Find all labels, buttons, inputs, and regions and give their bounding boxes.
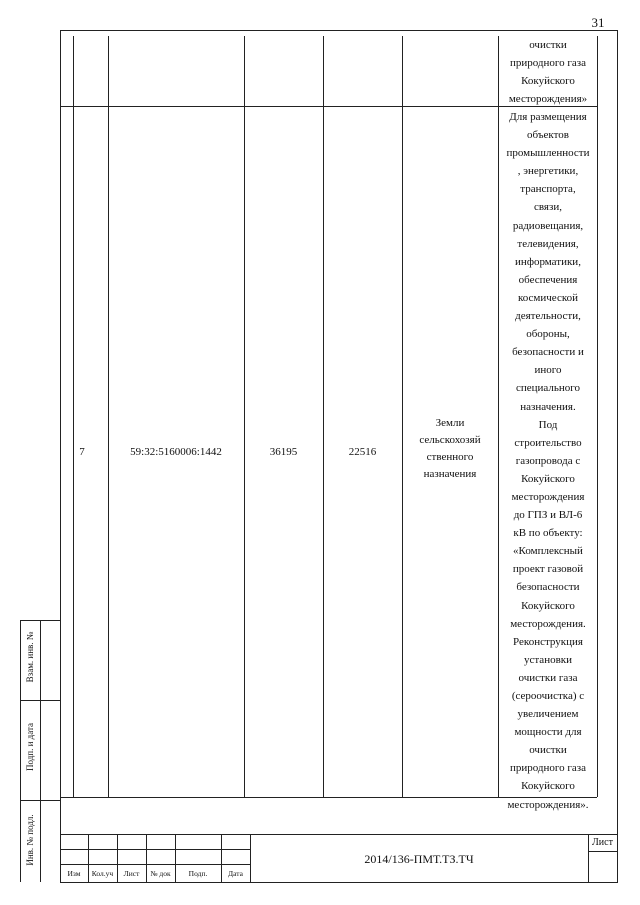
purpose-line: транспорта, [520, 183, 576, 196]
land-category-line: назначения [423, 468, 477, 480]
purpose-line: газопровода с [515, 454, 581, 467]
purpose-line: деятельности, [515, 310, 581, 323]
purpose-line: природного газа [509, 762, 587, 775]
purpose-line: месторождения» [508, 93, 588, 106]
purpose-line: Кокуйского [521, 780, 575, 793]
purpose-line: Реконструкция [513, 635, 583, 648]
purpose-line: Кокуйского [521, 599, 575, 612]
purpose-line: «Комплексный [513, 545, 583, 558]
purpose-line: Под [538, 418, 558, 431]
purpose-line: безопасности [516, 581, 580, 594]
purpose-line: обеспечения [518, 273, 578, 286]
land-category [402, 415, 498, 483]
document-code: 2014/136-ПМТ.ТЗ.ТЧ [364, 852, 474, 866]
purpose-line: , энергетики, [517, 165, 579, 178]
purpose-line: назначения. [520, 400, 576, 413]
side-stamp-label: Инв. № подл. [25, 814, 35, 866]
purpose-line: до ГПЗ и ВЛ-6 [513, 509, 583, 522]
continued-row-purpose [498, 36, 598, 108]
side-stamp-label: Подп. и дата [25, 722, 35, 772]
purpose-line: строительство [514, 436, 582, 449]
purpose-line: (сероочистка) с [511, 690, 585, 702]
land-category-line: сельскохозяй [419, 434, 481, 446]
purpose-line: обороны, [526, 328, 570, 341]
cadastral-number: 59:32:5160006:1442 [130, 446, 222, 458]
purpose-line: промышленности [506, 147, 590, 160]
row-number: 7 [79, 446, 85, 458]
purpose-line: месторождения [511, 490, 585, 503]
purpose-line: Для размещения [509, 111, 587, 123]
purpose-line: проект газовой [512, 563, 584, 576]
purpose-line: специального [515, 382, 581, 395]
purpose-line: природного газа [509, 57, 587, 70]
purpose-line: связи, [534, 201, 562, 214]
purpose-line: объектов [527, 129, 569, 142]
purpose-line: очистки [529, 39, 567, 51]
side-stamp-label: Взам. инв. № [25, 631, 35, 683]
purpose-line: увеличением [517, 708, 579, 721]
purpose-line: Кокуйского [521, 472, 575, 485]
header-signature: Подп. [188, 869, 208, 878]
value-1: 36195 [269, 446, 298, 458]
purpose-line: месторождения. [510, 617, 586, 630]
purpose-line: очистки газа [518, 671, 578, 684]
purpose-line: Кокуйского [521, 75, 575, 88]
purpose-line: месторождения». [507, 798, 589, 811]
purpose-line: безопасности и [512, 346, 584, 359]
land-category-line: ственного [426, 451, 474, 463]
purpose-line: кВ по объекту: [513, 527, 583, 540]
purpose-line: установки [523, 653, 573, 666]
page-number: 31 [591, 15, 605, 30]
purpose-line: мощности для [514, 726, 582, 739]
purpose-line: иного [534, 364, 562, 377]
header-date: Дата [228, 869, 243, 878]
header-kol-uch: Кол.уч [91, 869, 114, 878]
value-2: 22516 [348, 446, 377, 458]
purpose-line: радиовещания, [512, 219, 584, 232]
sheet-label: Лист [592, 837, 613, 848]
land-category-line: Земли [435, 417, 465, 429]
header-izm: Изм [67, 869, 81, 878]
purpose-line: информатики, [515, 255, 581, 268]
purpose-line: космической [517, 291, 579, 304]
purpose-line: телевидения, [517, 237, 579, 250]
row-purpose [498, 108, 598, 814]
purpose-line: очистки [529, 744, 567, 757]
header-doc-number: № док [150, 869, 171, 878]
header-list: Лист [123, 869, 140, 878]
